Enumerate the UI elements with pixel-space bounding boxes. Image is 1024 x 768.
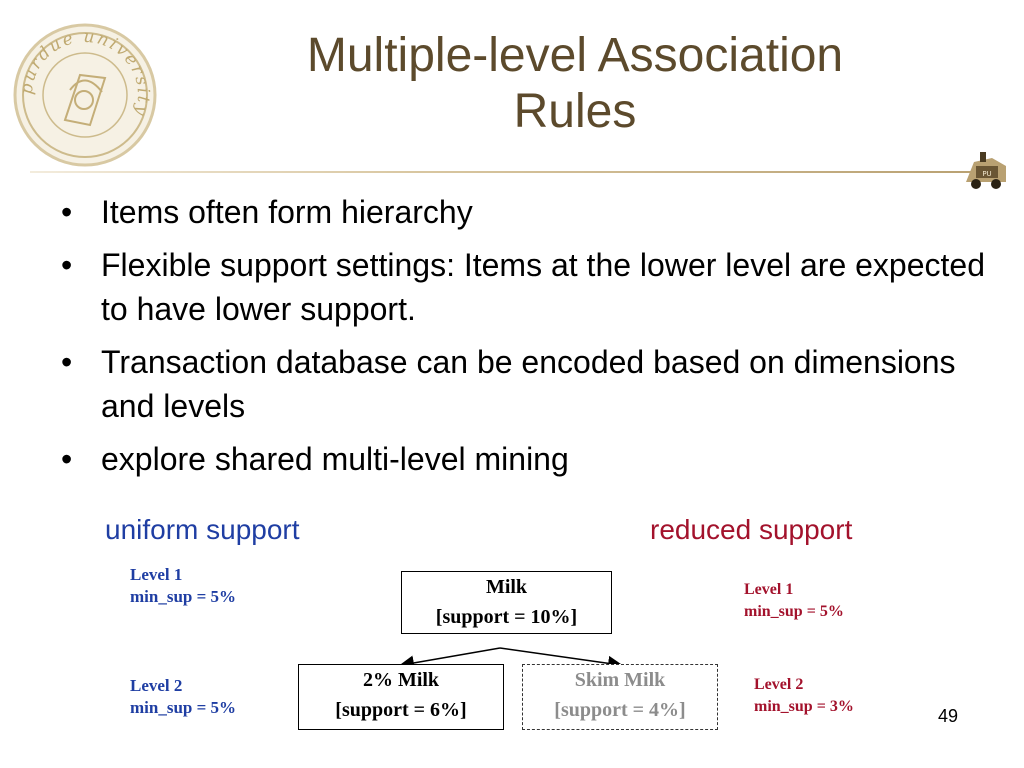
reduced-level-1-min-sup: min_sup = 5%: [744, 603, 844, 620]
uniform-level-1-name: Level 1: [130, 565, 183, 584]
milk-node-name: Milk: [485, 576, 528, 598]
uniform-level-1: [130, 564, 236, 608]
two-percent-milk-node-name: 2% Milk: [362, 669, 440, 691]
train-logo-icon: [962, 148, 1010, 190]
reduced-support-heading: reduced support: [650, 514, 853, 545]
page-number: 49: [938, 706, 959, 726]
milk-node: [401, 571, 612, 634]
skim-milk-node: [522, 664, 718, 730]
bullet-item: [55, 437, 985, 481]
uniform-level-2-name: Level 2: [130, 676, 183, 695]
arrow-to-2-percent-milk: [402, 648, 500, 665]
reduced-level-1: [744, 579, 844, 623]
university-seal-icon: [10, 20, 160, 170]
bullet-text: explore shared multi-level mining: [101, 441, 569, 477]
two-percent-milk-node-support: [support = 6%]: [335, 699, 467, 721]
title-divider: [30, 171, 980, 173]
reduced-level-2-name: Level 2: [754, 676, 804, 693]
arrow-to-skim-milk: [500, 648, 620, 665]
bullet-text: Transaction database can be encoded based on dimensions and levels: [101, 344, 956, 424]
uniform-support-heading: uniform support: [105, 514, 300, 545]
reduced-level-2: [754, 674, 854, 718]
bullet-list: [55, 190, 985, 490]
slide-title: [175, 28, 975, 140]
svg-text:PU: PU: [982, 170, 992, 178]
bullet-item: [55, 190, 985, 234]
bullet-item: [55, 340, 985, 428]
bullet-text: Items often form hierarchy: [101, 194, 473, 230]
slide-title-line-2: Rules: [513, 85, 637, 138]
skim-milk-node-name: Skim Milk: [574, 669, 666, 691]
uniform-level-1-min-sup: min_sup = 5%: [130, 587, 237, 606]
bullet-marker: •: [61, 247, 73, 283]
bullet-item: [55, 243, 985, 331]
reduced-level-1-name: Level 1: [744, 581, 794, 598]
uniform-level-2-min-sup: min_sup = 5%: [130, 698, 237, 717]
bullet-marker: •: [61, 344, 73, 380]
reduced-level-2-min-sup: min_sup = 3%: [754, 698, 854, 715]
two-percent-milk-node: [298, 664, 504, 730]
skim-milk-node-support: [support = 4%]: [554, 699, 686, 721]
seal-text: purdue university: [16, 26, 154, 120]
bullet-marker: •: [61, 441, 73, 477]
uniform-level-2: [130, 675, 236, 719]
slide-title-line-1: Multiple-level Association: [306, 29, 844, 82]
bullet-marker: •: [61, 194, 73, 230]
bullet-text: Flexible support settings: Items at the lower level are expected to have lower support.: [101, 247, 985, 327]
milk-node-support: [support = 10%]: [435, 606, 578, 628]
